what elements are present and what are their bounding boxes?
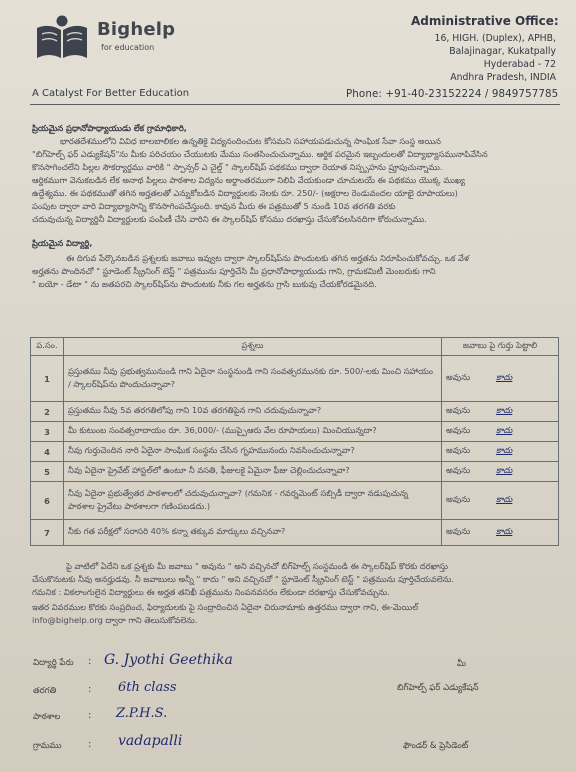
- answer-cell: [442, 482, 559, 520]
- salutation: ప్రియమైన ప్రధానోపాధ్యాయుడు లేక గ్రామాధికారి,: [32, 123, 187, 133]
- question-number: 7: [31, 520, 64, 546]
- signature-line: మీ: [457, 659, 466, 669]
- answer-yes: అవును: [446, 465, 471, 476]
- form-colon: :: [88, 656, 92, 667]
- column-header-answer: జవాబు పై గుర్తు పెట్టాలి: [442, 338, 559, 356]
- answer-no-marked: కాదు: [496, 372, 513, 383]
- form-colon: :: [88, 684, 92, 695]
- signature-org: బిగ్‌హెల్ప్ ఫర్ ఎడ్యుకేషన్: [397, 683, 479, 693]
- answer-yes: అవును: [446, 425, 471, 436]
- class-value: 6th class: [118, 680, 177, 695]
- note-line: ఇతర వివరముల కొరకు సంప్రదించ, ఫిర్యాదులకు పై సంద్రాదించిన ఏదైనా చిరునామాకు ఉత్తరము ద్వారా గాని, ఈ-మెయిల్: [32, 602, 419, 612]
- table-row: [31, 482, 559, 520]
- paragraph-line: అర్హతను పొందినచో " స్టూడెంట్ స్క్రీనింగ్ టెస్ట్ " పత్రమును పూర్తిచేసి మీ ప్రధానోపాధ్యాయుడు గాని, గ్రామకమిటీ మెంబరుకు గాని: [32, 266, 436, 276]
- form-colon: :: [88, 739, 92, 750]
- note-line: info@bighelp.org ద్వారా గాని తెలుసుకోవలెను.: [32, 615, 198, 625]
- village-label: గ్రామము: [33, 741, 62, 751]
- school-label: పాఠశాల: [33, 712, 61, 722]
- paragraph-line: ఆర్థికముగా వెనుకబడిన లేక అనాథ పిల్లలు పాఠశాల విద్యను అర్థాంతరముగా నిలిపి వేయకుండా చూచుటయే ఈ పథకము యొక్క ముఖ్య: [32, 175, 465, 185]
- answer-cell: [442, 520, 559, 546]
- answer-cell: [442, 442, 559, 462]
- paragraph-line: "బిగ్‌హెల్ప్ ఫర్ ఎడ్యుకేషన్"ను మీకు పరిచయం చేయుటకు మేము సంతసించుచున్నాము. ఆర్థిక పరమైన ఇబ్బందులతో విద్యాభ్యాసమునాపివేసిన: [32, 149, 488, 159]
- answer-yes: అవును: [446, 494, 471, 505]
- paragraph-line: పంపుట ద్వారా వారి విద్యాభ్యాసాన్ని కొనసాగింపచేస్తుంది. కావున మీరు ఈ పత్రముతో 5 నుండి 10వ తరగతి వరకు: [32, 201, 396, 211]
- paragraph-line: భారతదేశములోని వివిధ బాలబాలికల ఉన్నతికై విద్యనందించుట కోసమని సహాయపడుచున్న సాంఘిక సేవా సంస్థ అయిన: [60, 136, 441, 146]
- book-logo-icon: [33, 14, 91, 62]
- student-name-value: G. Jyothi Geethika: [104, 652, 233, 668]
- column-header-question: ప్రశ్నలు: [64, 338, 442, 356]
- question-number: 3: [31, 422, 64, 442]
- header-divider: [30, 104, 560, 105]
- question-text: మీ కుటుంబ సంవత్సరాదాయం రూ. 36,000/- (ముప్పైఆరు వేల రూపాయలు) మించియున్నదా?: [64, 422, 442, 442]
- class-label: తరగతి: [33, 686, 57, 696]
- question-number: 1: [31, 356, 64, 402]
- paragraph-line: " బయో - డేటా " ను జతపరచి స్కాలర్‌షిప్‌ను పొందుటకు నీకు గల అర్హతను గ్రాసి బుకువు చేయకోరడమైనది.: [32, 279, 377, 289]
- eligibility-table: [30, 337, 559, 546]
- paragraph-line: కొనసాగించలేని పిల్లల సౌకర్యార్థము వారికి " స్పాన్సర్ ఎ చైల్డ్ " స్కాలర్‌షిప్ పథకము ద్వారా రెయాత నిస్పృహను ప్రూపుచున్నాము.: [32, 162, 443, 172]
- table-row: [31, 356, 559, 402]
- answer-cell: [442, 356, 559, 402]
- office-title: Administrative Office:: [411, 14, 559, 28]
- school-value: Z.P.H.S.: [116, 706, 168, 721]
- question-text: నీవు ఏదైనా ప్రైవేట్ హాస్టల్‌లో ఉంటూ నీ వసతి, ఫీజులకై ఏమైనా ఫీజు చెల్లించుచున్నావా?: [64, 462, 442, 482]
- question-number: 6: [31, 482, 64, 520]
- note-line: పై వాటిలో ఏదేని ఒక ప్రశ్నకు మీ జవాబు " అవును " అని వచ్చినచో బిగ్‌హెల్ప్ సంస్థమండి ఈ స్కాలర్‌షిప్ కొరకు దరఖాస్తు: [66, 561, 448, 571]
- paragraph-line: ఉద్దేశ్యము. ఈ పథకముతో తగిన అర్హతలతో ఎన్నుకోబడిన విద్యార్థులకు నెలకు రూ. 250/- (అక్షరాల రెండువందల యాభై రూపాయలు): [32, 188, 458, 198]
- phone-number: Phone: +91-40-23152224 / 9849757785: [346, 88, 559, 100]
- answer-yes: అవును: [446, 445, 471, 456]
- answer-no-marked: కాదు: [496, 494, 513, 505]
- form-colon: :: [88, 710, 92, 721]
- answer-no-marked: కాదు: [496, 445, 513, 456]
- column-header-number: ప.సం.: [31, 338, 64, 356]
- address-line: Balajinagar, Kukatpally: [449, 46, 556, 57]
- answer-no-marked: కాదు: [496, 425, 513, 436]
- question-text: ప్రస్తుతము నీవు ప్రభుత్వమునుండి గాని ఏదైనా సంస్థనుండి గాని సంవత్సరమునకు రూ. 500/-లకు మించి సహాయం / స్కాలర్‌షిప్‌ను పొందుచున్నావా?: [64, 356, 442, 402]
- brand-name: Bighelp: [97, 19, 176, 40]
- table-row: [31, 462, 559, 482]
- question-number: 2: [31, 402, 64, 422]
- answer-yes: అవును: [446, 526, 471, 537]
- tagline: A Catalyst For Better Education: [32, 88, 190, 99]
- question-number: 4: [31, 442, 64, 462]
- table-row: [31, 402, 559, 422]
- student-salutation: ప్రియమైన విద్యార్థి,: [32, 238, 93, 248]
- paragraph-line: చదువుచున్న విద్యార్థినీ విద్యార్థులకు పంపిణీ చేసి వారిని ఈ స్కాలర్‌షిప్ కోసము దరఖాస్తు చేసుకోవలసినదిగా కోరుచున్నాము.: [32, 214, 427, 224]
- answer-no-marked: కాదు: [496, 526, 513, 537]
- answer-cell: [442, 462, 559, 482]
- table-row: [31, 422, 559, 442]
- table-header-row: [31, 338, 559, 356]
- note-line: చేసుకొనుటకు నీవు అనర్హుడవు. నీ జవాబులు అన్నీ " కాదు " అని వచ్చినచో " స్టూడెంట్ స్క్రీనింగ్ టెస్ట్ " పత్రమును పూర్తిచేయవలెను.: [32, 574, 454, 584]
- question-text: నీవు గుర్తుచెందిన నారి ఏదైనా సాంఘిక సంస్థను చేసిన గృహమునందు నివసించుచున్నావా?: [64, 442, 442, 462]
- paragraph-line: ఈ దిగువ పేర్కొనబడిన ప్రశ్నలకు జవాబు ఇవ్వుట ద్వారా స్కాలర్‌షిప్‌ను పొందుటకు తగిన అర్హతను నిరూపించుకోవచ్చు. ఒక వేళ: [66, 253, 470, 263]
- question-number: 5: [31, 462, 64, 482]
- address-line: Andhra Pradesh, INDIA: [450, 72, 556, 83]
- question-text: నీకు గత పరీక్షలో సరాసరి 40% కన్నా తక్కువ మార్కులు వచ్చినవా?: [64, 520, 442, 546]
- question-text: నీవు ఏదైనా ప్రభుత్వేతర పాఠశాలలో చదువుచున్నావా? (గమనిక - గవర్నమెంట్ సబ్సిడీ ద్వారా నడుపుచున్న పాఠశాల ప్రైవేటు పాఠశాలగా గణింపబడదు.): [64, 482, 442, 520]
- answer-no-marked: కాదు: [496, 405, 513, 416]
- student-name-label: విద్యార్థి పేరు: [33, 658, 74, 668]
- question-text: ప్రస్తుతము నీవు 5వ తరగతిలోపు గాని 10వ తరగతిపైన గాని చదువుచున్నావా?: [64, 402, 442, 422]
- answer-yes: అవును: [446, 372, 471, 383]
- table-row: [31, 442, 559, 462]
- signature-title: ఫౌండర్ & ప్రెసిడెంట్: [403, 741, 469, 751]
- answer-yes: అవును: [446, 405, 471, 416]
- brand-subtitle: for education: [101, 43, 155, 52]
- address-line: 16, HIGH. (Duplex), APHB,: [434, 33, 556, 44]
- village-value: vadapalli: [118, 733, 183, 749]
- table-row: [31, 520, 559, 546]
- answer-cell: [442, 402, 559, 422]
- answer-cell: [442, 422, 559, 442]
- note-line: గమనిక : వికలాంగులైన విద్యార్థులు ఈ అర్హత తనిఖీ పత్రమును నింపనవసరం లేకుండా దరఖాస్తు చేసుకోవచ్చును.: [32, 587, 390, 597]
- address-line: Hyderabad - 72: [483, 59, 556, 70]
- answer-no-marked: కాదు: [496, 465, 513, 476]
